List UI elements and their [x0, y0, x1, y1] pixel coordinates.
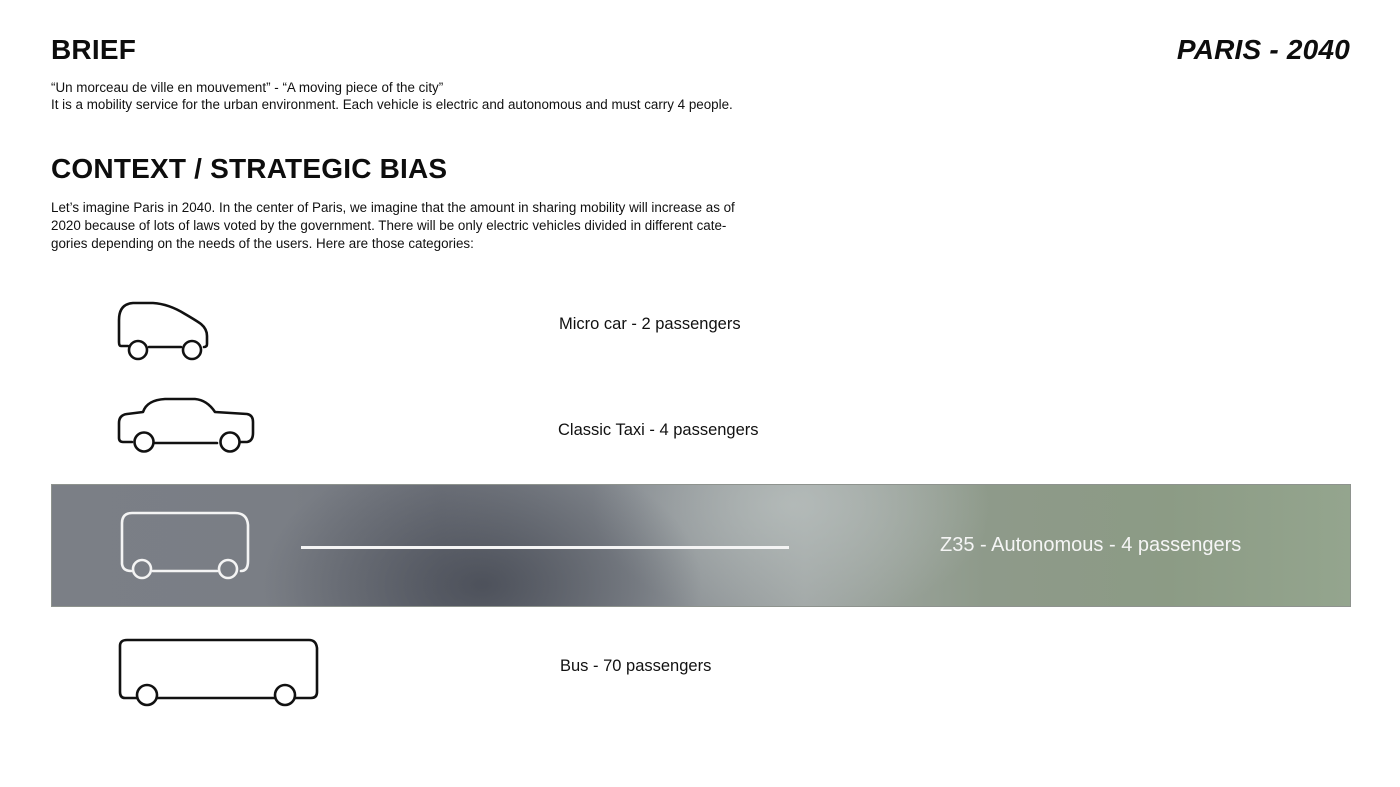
micro-car-icon [115, 298, 215, 362]
taxi-label: Classic Taxi - 4 passengers [558, 421, 759, 439]
z35-vehicle-icon [117, 509, 253, 581]
brief-description: It is a mobility service for the urban environment. Each vehicle is electric and autonomous and must carry 4 people. [51, 97, 733, 112]
z35-highlight-band [51, 484, 1351, 607]
context-line: Let’s imagine Paris in 2040. In the center of Paris, we imagine that the amount in sharing mobility will increase as of [51, 200, 735, 215]
paris-2040-title: PARIS - 2040 [1176, 34, 1350, 65]
bus-label: Bus - 70 passengers [560, 657, 712, 675]
context-line: 2020 because of lots of laws voted by the government. There will be only electric vehicles divided in different cate- [51, 218, 727, 233]
context-heading: CONTEXT / STRATEGIC BIAS [51, 153, 448, 184]
micro-car-label: Micro car - 2 passengers [559, 315, 741, 333]
bus-icon [115, 636, 325, 708]
z35-label: Z35 - Autonomous - 4 passengers [940, 534, 1242, 556]
connector-line [301, 546, 789, 549]
brief-quote: “Un morceau de ville en mouvement” - “A moving piece of the city” [51, 80, 444, 95]
context-paragraph [51, 199, 771, 253]
context-line: gories depending on the needs of the users. Here are those categories: [51, 236, 474, 251]
brief-heading: BRIEF [51, 34, 136, 65]
taxi-icon [115, 395, 261, 459]
